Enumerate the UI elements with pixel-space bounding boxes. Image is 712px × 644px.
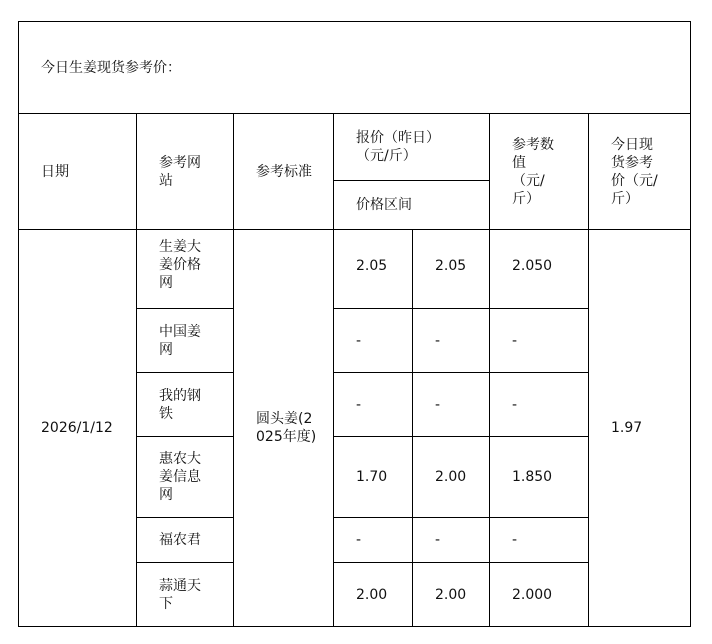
high-price-cell: 2.00 — [413, 563, 490, 627]
header-site — [137, 114, 234, 230]
site-cell — [137, 373, 234, 437]
site-cell — [137, 563, 234, 627]
header-today-price — [589, 114, 691, 230]
table-title: 今日生姜现货参考价： — [19, 22, 691, 114]
low-price-cell: - — [334, 518, 413, 563]
header-site-text: 参考网站 — [159, 154, 201, 189]
site-cell — [137, 437, 234, 518]
low-price-cell: - — [334, 373, 413, 437]
site-name: 生姜大姜价格网 — [159, 239, 201, 291]
high-price-cell: 2.00 — [413, 437, 490, 518]
high-price-cell: - — [413, 309, 490, 373]
high-price-cell: - — [413, 373, 490, 437]
header-ref-value-text: 参考数值（元/斤） — [512, 136, 554, 207]
ref-value-cell: 2.000 — [490, 563, 589, 627]
site-name: 我的钢铁 — [159, 387, 201, 422]
date-cell: 2026/1/12 — [19, 230, 137, 627]
low-price-cell: - — [334, 309, 413, 373]
header-range: 价格区间 — [334, 181, 490, 230]
ref-value-cell: 1.850 — [490, 437, 589, 518]
site-cell — [137, 518, 234, 563]
header-standard-text: 参考标准 — [256, 163, 312, 180]
ref-value-cell: - — [490, 518, 589, 563]
site-name: 中国姜网 — [159, 323, 201, 358]
header-today-price-text: 今日现货参考价（元/斤） — [611, 136, 658, 207]
high-price-cell: 2.05 — [413, 230, 490, 309]
header-quote — [334, 114, 490, 181]
site-name: 惠农大姜信息网 — [159, 451, 201, 503]
today-price-cell: 1.97 — [589, 230, 691, 627]
ref-value-cell: - — [490, 309, 589, 373]
standard-cell — [234, 230, 334, 627]
header-date: 日期 — [19, 114, 137, 230]
high-price-cell: - — [413, 518, 490, 563]
low-price-cell: 2.05 — [334, 230, 413, 309]
header-quote-text: 报价（昨日）（元/斤） — [356, 130, 440, 164]
ginger-price-table — [18, 21, 691, 627]
ref-value-cell: - — [490, 373, 589, 437]
site-name: 福农君 — [159, 532, 201, 548]
price-table-frame — [18, 21, 690, 628]
site-name: 蒜通天下 — [159, 577, 201, 612]
low-price-cell: 2.00 — [334, 563, 413, 627]
header-ref-value — [490, 114, 589, 230]
site-cell — [137, 309, 234, 373]
standard-text: 圆头姜(2025年度) — [256, 411, 317, 445]
site-cell — [137, 230, 234, 309]
header-standard — [234, 114, 334, 230]
ref-value-cell: 2.050 — [490, 230, 589, 309]
low-price-cell: 1.70 — [334, 437, 413, 518]
